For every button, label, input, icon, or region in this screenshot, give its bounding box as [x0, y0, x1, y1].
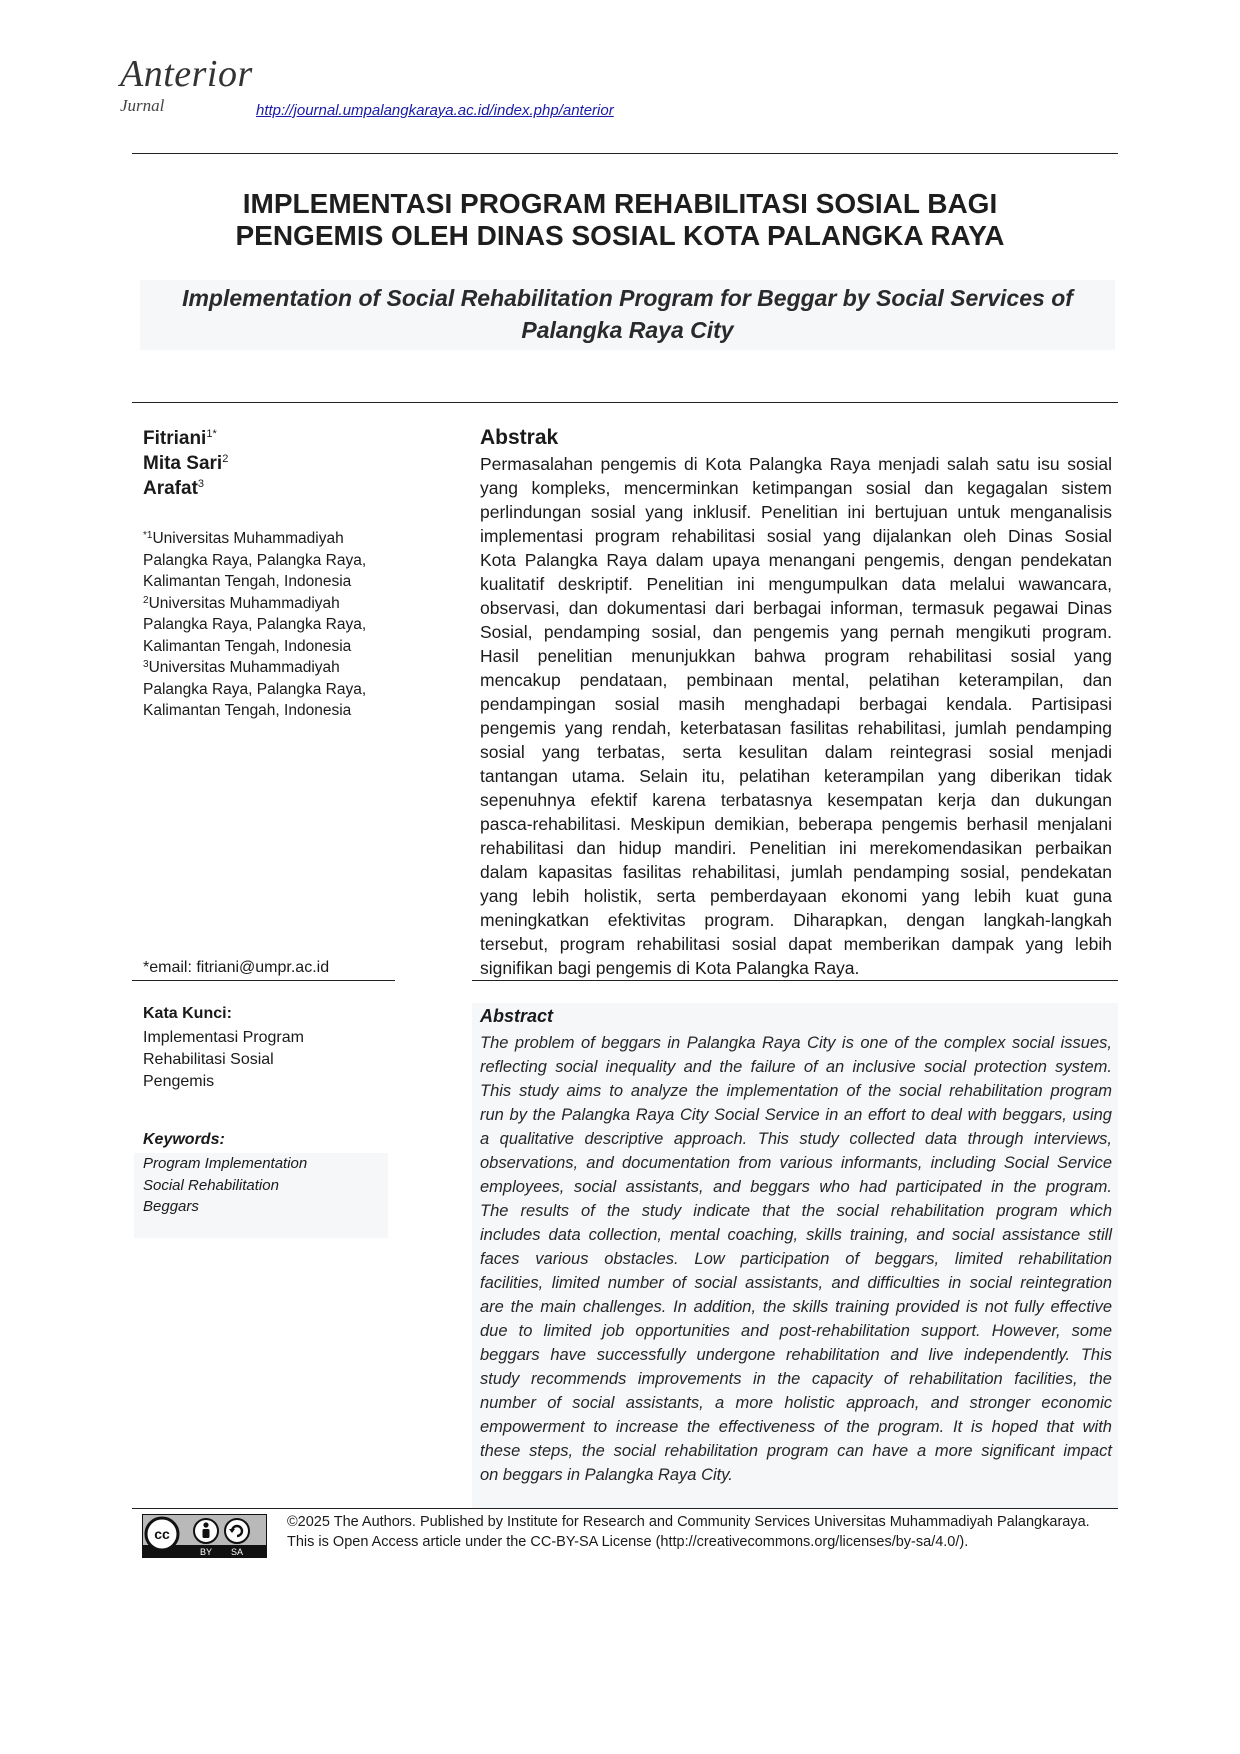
- paper-title-line: PENGEMIS OLEH DINAS SOSIAL KOTA PALANGKA RAYA: [235, 220, 1005, 251]
- abstrak-line: rehabilitasi dan hidup mandiri. Penelitian ini merekomendasikan perbaikan: [480, 838, 1112, 858]
- abstrak-line: kualitatif deskriptif. Penelitian ini mengumpulkan data melalui wawancara,: [480, 574, 1112, 594]
- sa-text: SA: [230, 1547, 244, 1557]
- abstract-line: a qualitative descriptive approach. This study collected data through interviews,: [480, 1130, 1112, 1148]
- affiliation: $^3$Universitas Muhammadiyah Palangka Raya, Palangka Raya, Kalimantan Tengah, Indonesia: [143, 659, 367, 719]
- paper-title-line: IMPLEMENTASI PROGRAM REHABILITASI SOSIAL BAGI: [242, 188, 998, 219]
- header-rule: [132, 153, 1118, 154]
- author-list: [143, 426, 228, 501]
- keyword-item: Rehabilitasi Sosial: [143, 1051, 274, 1068]
- corresponding-email: *email: fitriani@umpr.ac.id: [143, 959, 330, 976]
- abstract-line: observations, and documentation from various informants, including Social Service: [480, 1154, 1112, 1172]
- keyword-item: Implementasi Program: [143, 1029, 304, 1046]
- journal-logo-subtitle: Jurnal: [120, 96, 165, 115]
- abstrak-line: implementasi program rehabilitasi sosial yang dijalankan oleh Dinas Sosial: [480, 526, 1112, 546]
- license-line: ©2025 The Authors. Published by Institute for Research and Community Services Universitas Muhammadiyah Palangkaraya.: [287, 1514, 1090, 1530]
- english-title-line: Palangka Raya City: [521, 317, 734, 343]
- affiliation-list: [143, 528, 388, 722]
- abstract-line: The problem of beggars in Palangka Raya City is one of the complex social issues,: [480, 1034, 1112, 1052]
- cc-text: cc: [154, 1526, 170, 1542]
- abstrak-line: tantangan utama. Selain itu, pelatihan keterampilan yang diberikan tidak: [480, 766, 1112, 786]
- abstract-line: on beggars in Palangka Raya City.: [480, 1466, 733, 1484]
- abstrak-line: meningkatkan efektivitas program. Diharapkan, dengan langkah-langkah: [480, 910, 1112, 930]
- abstrak-line: Sosial, pendamping sosial, dan pengemis yang pernah mengikuti program.: [480, 622, 1112, 642]
- cc-by-sa-icon: [143, 1515, 266, 1557]
- abstract-body: [480, 1031, 1112, 1487]
- kata-kunci-list: [143, 1027, 304, 1093]
- paper-title: [140, 188, 1100, 252]
- abstract-line: This study aims to analyze the implementation of the social rehabilitation program: [480, 1082, 1112, 1100]
- abstrak-line: sosial yang terbatas, serta kesulitan dalam reintegrasi sosial menjadi: [480, 742, 1112, 762]
- abstrak-body: [480, 452, 1112, 980]
- abstract-line: these steps, the social rehabilitation program can have a more significant impact: [480, 1442, 1112, 1460]
- abstract-line: run by the Palangka Raya City Social Service in an effort to deal with beggars, using: [480, 1106, 1112, 1124]
- abstract-line: faces various obstacles. Low participation of beggars, limited rehabilitation: [480, 1250, 1112, 1268]
- abstrak-line: mencakup pendataan, pembinaan mental, pelatihan keterampilan, dan: [480, 670, 1112, 690]
- english-title-line: Implementation of Social Rehabilitation Program for Beggar by Social Services of: [182, 285, 1073, 311]
- authors-top-rule: [132, 402, 1118, 403]
- journal-url-link[interactable]: http://journal.umpalangkaraya.ac.id/index.php/anterior: [256, 102, 614, 119]
- email-rule: [132, 980, 395, 981]
- author: Fitriani$^{1*}$: [143, 428, 217, 449]
- abstrak-heading: Abstrak: [480, 426, 559, 449]
- keyword-item: Social Rehabilitation: [143, 1176, 279, 1194]
- abstrak-line: pasca-rehabilitasi. Meskipun demikian, beberapa pengemis berhasil menjalani: [480, 814, 1112, 834]
- abstract-line: facilities, limited number of social assistants, and difficulties in social reintegration: [480, 1274, 1112, 1292]
- abstract-line: beggars have successfully undergone rehabilitation and live independently. This: [480, 1346, 1112, 1364]
- abstrak-line: pengemis yang rendah, keterbatasan fasilitas rehabilitasi, jumlah pendamping: [480, 718, 1112, 738]
- keyword-item: Program Implementation: [143, 1155, 308, 1172]
- abstrak-line: Kota Palangka Raya dalam upaya menangani pengemis, dengan pendekatan: [480, 550, 1112, 570]
- affiliation: $^{*1}$Universitas Muhammadiyah Palangka Raya, Palangka Raya, Kalimantan Tengah, Indonesia: [143, 530, 367, 590]
- abstract-line: reflecting social inequality and the failure of an inclusive social protection system.: [480, 1058, 1112, 1076]
- abstrak-line: perlindungan sosial yang inklusif. Penelitian ini bertujuan untuk menganalisis: [480, 502, 1112, 522]
- cc-by-sa-badge: [142, 1514, 267, 1558]
- abstrak-line: yang lebih holistik, serta pemberdayaan ekonomi yang lebih kuat guna: [480, 886, 1112, 906]
- abstract-line: due to limited job opportunities and post-rehabilitation support. However, some: [480, 1322, 1112, 1340]
- author: Arafat$^3$: [143, 478, 205, 499]
- abstract-line: number of social assistants, a more holistic approach, and stronger economic: [480, 1394, 1112, 1412]
- abstrak-line: Hasil penelitian menunjukkan bahwa program rehabilitasi sosial yang: [480, 646, 1112, 666]
- keywords-list: [143, 1153, 307, 1218]
- abstract-line: The results of the study indicate that the social rehabilitation program which: [480, 1202, 1112, 1220]
- license-line: This is Open Access article under the CC-BY-SA License (http://creativecommons.org/licenses/by-sa/4.0/).: [287, 1534, 969, 1550]
- license-rule: [132, 1508, 1118, 1509]
- abstract-line: employees, social assistants, and beggars who had participated in the program.: [480, 1178, 1112, 1196]
- abstract-line: study recommends improvements in the capacity of rehabilitation facilities, the: [480, 1370, 1112, 1388]
- abstract-line: empowerment to increase the effectiveness of the program. It is hoped that with: [480, 1418, 1112, 1436]
- affiliation: $^2$Universitas Muhammadiyah Palangka Raya, Palangka Raya, Kalimantan Tengah, Indonesia: [143, 594, 367, 655]
- abstrak-line: sepenuhnya efektif karena terbatasnya kesempatan kerja dan dukungan: [480, 790, 1112, 810]
- journal-logo-title: Anterior: [120, 53, 253, 95]
- abstrak-line: signifikan bagi pengemis di Kota Palangka Raya.: [480, 958, 860, 978]
- abstrak-line: observasi, dan dokumentasi dari berbagai informan, termasuk pegawai Dinas: [480, 598, 1112, 618]
- abstrak-line: Permasalahan pengemis di Kota Palangka Raya menjadi salah satu isu sosial: [480, 454, 1112, 474]
- abstrak-line: tersebut, program rehabilitasi sosial dapat memberikan dampak yang lebih: [480, 934, 1112, 954]
- abstrak-line: pendampingan sosial masih menghadapi berbagai kendala. Partisipasi: [480, 694, 1112, 714]
- kata-kunci-label: Kata Kunci:: [143, 1005, 232, 1022]
- keywords-label: Keywords:: [143, 1131, 225, 1148]
- abstract-line: includes data collection, mental coaching, skills training, and social assistance still: [480, 1226, 1112, 1244]
- abstract-heading: Abstract: [480, 1006, 554, 1026]
- keyword-item: Beggars: [143, 1198, 199, 1215]
- by-text: BY: [199, 1547, 213, 1557]
- author: Mita Sari$^2$: [143, 453, 229, 474]
- abstrak-line: dalam kapasitas fasilitas rehabilitasi, jumlah pendamping sosial, pendekatan: [480, 862, 1112, 882]
- english-title: [140, 282, 1115, 346]
- abstrak-line: yang kompleks, mencerminkan ketimpangan sosial dan kegagalan sistem: [480, 478, 1112, 498]
- abstract-line: are the main challenges. In addition, the skills training provided is not fully effective: [480, 1298, 1112, 1316]
- keyword-item: Pengemis: [143, 1073, 215, 1090]
- license-notice: [287, 1512, 1117, 1552]
- abstrak-bottom-rule: [472, 980, 1118, 981]
